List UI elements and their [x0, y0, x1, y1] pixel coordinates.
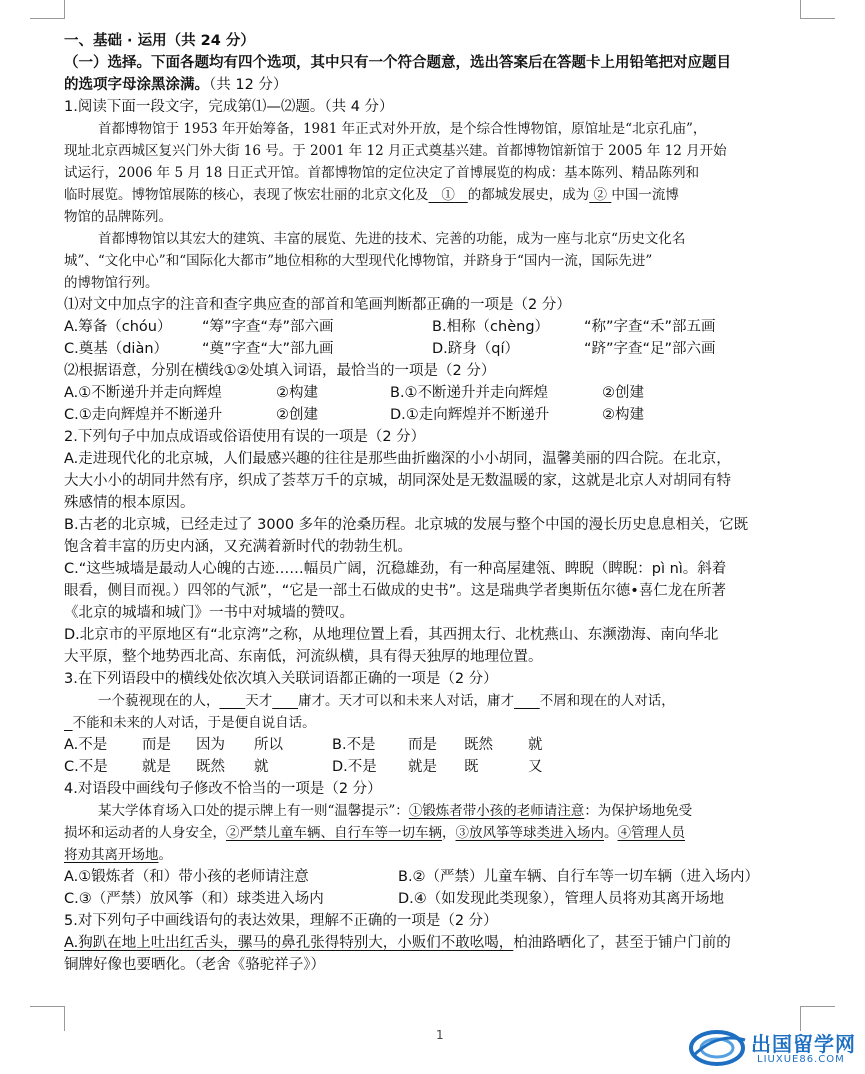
q1-sub1-stem: ⑴对文中加点字的注音和查字典应查的部首和笔画判断都正确的一项是（2 分） [64, 297, 571, 313]
q1-sub1-options-cd [64, 338, 824, 360]
option-c-word: 既然 [196, 759, 225, 775]
q2-stem: 2.下列句子中加点成语或俗语使用有误的一项是（2 分） [64, 429, 426, 445]
q1-para1-line: 临时展览。博物馆展陈的核心，表现了恢宏壮丽的北京文化及 ① 的都城发展史，成为 ② 中国一流博 [64, 187, 679, 203]
option-a-detail: ②构建 [276, 385, 318, 401]
option-c-word: 就是 [142, 759, 171, 775]
option-d-detail: “跻”字查“足”部六画 [584, 341, 716, 357]
q1-para1-line: 现址北京西城区复兴门外大街 16 号。于 2001 年 12 月正式奠基兴建。首都博物馆新馆于 2005 年 12 月开始 [64, 143, 727, 159]
q2-option-c-line: 眼看，侧目而视。）四邻的气派”，“它是一部土石做成的史书”。这是瑞典学者奥斯伍尔德•喜仁龙在所著 [64, 583, 726, 599]
q2-option-d-line: 大平原，整个地势西北高、东南低，河流纵横，具有得天独厚的地理位置。 [64, 649, 543, 665]
option-b: B.①不断递升并走向辉煌 [390, 385, 549, 401]
q1-sub2-options-cd [64, 404, 824, 426]
option-b-detail: “称”字查“禾”部五画 [584, 319, 716, 335]
q4-text-line: 某大学体育场入口处的提示牌上有一则“温馨提示”：①锻炼者带小孩的老师请注意：为保护场地免受 [98, 803, 693, 819]
watermark-url: LIUXUE86.COM [757, 1054, 845, 1065]
q3-stem: 3.在下列语段中的横线处依次填入关联词语都正确的一项是（2 分） [64, 671, 498, 687]
q1-para2-line: 城”、“文化中心”和“国际化大都市”地位相称的大型现代化博物馆，并跻身于“国内一流，国际先进” [64, 253, 653, 269]
option-c: C.①走向辉煌并不断递升 [64, 407, 223, 423]
option-a-word: 而是 [142, 737, 171, 753]
q1-para1-line: 首都博物馆于 1953 年开始筹备，1981 年正式对外开放，是个综合性博物馆，原馆址是“北京孔庙”， [98, 121, 707, 137]
instructions-line-1: （一）选择。下面各题均有四个选项，其中只有一个符合题意，选出答案后在答题卡上用铅笔把对应题目 [64, 55, 731, 71]
option-d-word: 既 [464, 759, 479, 775]
q1-para2-line: 的博物馆行列。 [64, 275, 159, 291]
q1-title: 1.阅读下面一段文字，完成第⑴—⑵题。（共 4 分） [64, 99, 394, 115]
q2-option-d-line: D.北京市的平原地区有“北京湾”之称，从地理位置上看，其西拥太行、北枕燕山、东濒渤海、南向华北 [64, 627, 719, 643]
q5-option-a-line: 铜牌好像也要晒化。（老舍《骆驼祥子》） [64, 957, 325, 973]
q3-options-cd [64, 756, 824, 778]
crop-mark-bottom-left [30, 1006, 65, 1031]
option-c: C.不是 [64, 759, 108, 775]
q3-text-line: 一个藐视现在的人， 天才 庸才。天才可以和未来人对话，庸才 不屑和现在的人对话， [98, 693, 675, 709]
option-a: A.①不断递升并走向辉煌 [64, 385, 222, 401]
crop-mark-top-left [30, 0, 65, 19]
q1-sub2-stem: ⑵根据语意，分别在横线①②处填入词语，最恰当的一项是（2 分） [64, 363, 496, 379]
q1-sub2-options-ab [64, 382, 824, 404]
blank [272, 693, 298, 709]
q2-option-a-line: 殊感情的根本原因。 [64, 495, 195, 511]
option-d-word: 又 [528, 759, 543, 775]
option-a: A.①锻炼者（和）带小孩的老师请注意 [64, 869, 309, 885]
globe-logo-icon [687, 1022, 751, 1070]
q1-sub1-options-ab [64, 316, 824, 338]
q4-text-line: 损坏和运动者的人身安全，②严禁儿童车辆、自行车等一切车辆，③放风筝等球类进入场内。④管理人员 [64, 825, 685, 841]
option-a-detail: “筹”字查“寿”部六画 [202, 319, 334, 335]
option-a-word: 因为 [196, 737, 225, 753]
q5-stem: 5.对下列句子中画线语句的表达效果，理解不正确的一项是（2 分） [64, 913, 498, 929]
option-c: C.③（严禁）放风筝（和）球类进入场内 [64, 891, 324, 907]
q3-options-ab [64, 734, 824, 756]
option-c-detail: “奠”字查“大”部九画 [202, 341, 334, 357]
option-d-word: 就是 [408, 759, 437, 775]
document-body [64, 30, 824, 976]
option-d-detail: ②构建 [602, 407, 644, 423]
underlined-sentence-4: ④管理人员 [617, 825, 685, 841]
option-b-word: 而是 [408, 737, 437, 753]
blank [64, 715, 73, 731]
q2-option-a-line: A.走进现代化的北京城，人们最感兴趣的往往是那些曲折幽深的小小胡同，温馨美丽的四合院。在北京， [64, 451, 731, 467]
blank [514, 693, 540, 709]
q4-stem: 4.对语段中画线句子修改不恰当的一项是（2 分） [64, 781, 382, 797]
option-a-word: 所以 [254, 737, 283, 753]
underlined-sentence: A.狗趴在地上吐出红舌头，骡马的鼻孔张得特别大，小贩们不敢吆喝， [64, 935, 514, 951]
option-c: C.奠基（diàn） [64, 341, 169, 357]
blank [220, 693, 246, 709]
underlined-sentence-4-end: 将劝其离开场地 [64, 847, 159, 863]
option-b-word: 就 [528, 737, 543, 753]
underlined-sentence-2: ②严禁儿童车辆、自行车等一切车辆 [226, 825, 442, 841]
crop-mark-top-right [800, 0, 835, 19]
underlined-sentence-3: ③放风筝等球类进入场内 [455, 825, 604, 841]
q2-option-c-line: C.“这些城墙是最动人心魄的古迹……幅员广阔，沉稳雄劲，有一种高屋建瓴、睥睨（睥睨：pì nì。斜着 [64, 561, 727, 577]
instructions-line-2: 的选项字母涂黑涂满。（共 12 分） [64, 77, 288, 93]
section-title: 一、基础 · 运用（共 24 分） [64, 33, 255, 49]
q4-text-line: 将劝其离开场地。 [64, 847, 172, 863]
q2-option-c-line: 《北京的城墙和城门》一书中对城墙的赞叹。 [64, 605, 354, 621]
option-c-word: 就 [254, 759, 269, 775]
option-b-detail: ②创建 [602, 385, 644, 401]
q1-para2-line: 首都博物馆以其宏大的建筑、丰富的展览、先进的技术、完善的功能，成为一座与北京“历史文化名 [98, 231, 686, 247]
option-d: D.①走向辉煌并不断递升 [390, 407, 550, 423]
option-b: B.不是 [332, 737, 376, 753]
watermark-text: 出国留学网 [751, 1032, 856, 1056]
option-b-word: 既然 [464, 737, 493, 753]
option-d: D.不是 [332, 759, 377, 775]
option-b: B.②（严禁）儿童车辆、自行车等一切车辆（进入场内） [398, 869, 760, 885]
option-a: A.不是 [64, 737, 108, 753]
underlined-sentence-1: ①锻炼者带小孩的老师请注意 [408, 803, 585, 819]
q1-para1-line: 试运行，2006 年 5 月 18 日正式开馆。首都博物馆的定位决定了首博展览的构成：基本陈列、精品陈列和 [64, 165, 700, 181]
watermark-logo [687, 1022, 857, 1070]
option-b: B.相称（chèng） [432, 319, 550, 335]
q2-option-b-line: 饱含着丰富的历史内涵，又充满着新时代的勃勃生机。 [64, 539, 412, 555]
q4-options-ab [64, 866, 824, 888]
option-c-detail: ②创建 [276, 407, 318, 423]
q5-option-a-line: A.狗趴在地上吐出红舌头，骡马的鼻孔张得特别大，小贩们不敢吆喝，柏油路晒化了，甚至于铺户门前的 [64, 935, 731, 951]
option-d: D.跻身（qí） [432, 341, 520, 357]
q2-option-a-line: 大大小小的胡同井然有序，织成了荟萃万千的京城，胡同深处是无数温暖的家，这就是北京人对胡同有特 [64, 473, 731, 489]
blank-2: ② [593, 187, 608, 203]
q1-para1-line: 物馆的品牌陈列。 [64, 209, 172, 225]
q2-option-b-line: B.古老的北京城，已经走过了 3000 多年的沧桑历程。北京城的发展与整个中国的漫长历史息息相关，它既 [64, 517, 749, 533]
q3-text-line: 不能和未来的人对话，于是便自说自话。 [64, 712, 824, 734]
blank-1: ① [441, 187, 455, 203]
option-a: A.筹备（chóu） [64, 319, 172, 335]
option-d: D.④（如发现此类现象），管理人员将劝其离开场地 [398, 891, 725, 907]
page-number: 1 [436, 1028, 444, 1042]
q4-options-cd [64, 888, 824, 910]
